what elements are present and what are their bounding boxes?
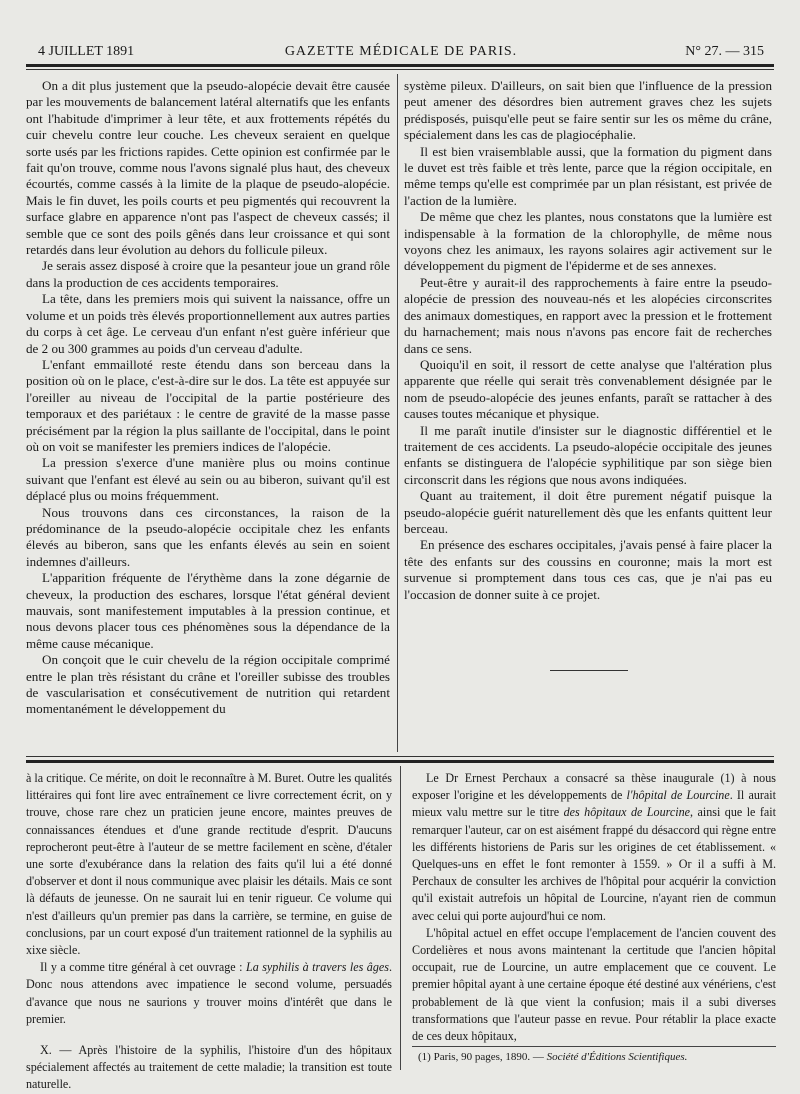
paragraph: système pileux. D'ailleurs, on sait bien que l'influence de la pression peut amener des désordres bien autrement graves chez les sujets prédisposés, puisqu'elle peut se faire sentir sur les os même du crâne, spécialement dans les cas de plagiocéphalie. xyxy=(404,78,772,143)
paragraph: Il me paraît inutile d'insister sur le diagnostic différentiel et le traitement de ces accidents. La pseudo-alopécie occipitale des jeunes enfants se distinguera de l'alopécie syphilitique par son siège bien circonscrit dans les régions que nous avons indiquées. xyxy=(404,422,772,487)
text: Le Dr Ernest Perchaux a consacré sa thèse inaugurale (1) à nous exposer l'origine et les développements de xyxy=(412,771,776,803)
paragraph: Il est bien vraisemblable aussi, que la formation du pigment dans le duvet est très faible et très lente, parce que la région occipitale, en même temps qu'elle est comprimée par un plan résistant, est privée de l'action de la lumière. xyxy=(404,143,772,208)
publisher: Société d'Éditions Scientifiques. xyxy=(546,1051,688,1063)
paragraph: L'hôpital actuel en effet occupe l'emplacement de l'ancien couvent des Cordelières et nous avons maintenant la certitude que l'ancien hôpital occupait, rue de Lourcine, un autre emplacement que ce couvent. Le premier hôpital ayant à une certaine époque été destiné aux vénériens, c'est probablement de là que vient la confusion; mais il a subi diverses transformations que l'auteur passe en revue. Pour rétablir la place exacte de ces deux hôpitaux, xyxy=(412,925,776,1044)
paragraph: La pression s'exerce d'une manière plus ou moins continue suivant que l'enfant est élevé au sein ou au biberon, suivant qu'il est déplacé plus ou moins fréquemment. xyxy=(26,455,390,504)
paragraph: Nous trouvons dans ces circonstances, la raison de la prédominance de la pseudo-alopécie occipitale chez les enfants élevés au biberon, sans que les enfants élevés au sein en soient indemnes d'ailleurs. xyxy=(26,504,390,569)
section-rule-thick xyxy=(26,760,774,763)
column-right-lower xyxy=(412,770,776,1045)
paragraph: Je serais assez disposé à croire que la pesanteur joue un grand rôle dans la production de ces accidents temporaires. xyxy=(26,258,390,290)
paragraph: L'apparition fréquente de l'érythème dans la zone dégarnie de cheveux, la production des eschares, lorsque l'état général devient mauvais, sont manifestement imputables à la pression continue, et nous devons placer tous ces phénomènes sous la dépendance de la même cause mécanique. xyxy=(26,570,390,651)
footnote-rule xyxy=(412,1046,776,1047)
text: . Il aurait mieux valu mettre sur le titre xyxy=(412,788,776,820)
paragraph: X. — Après l'histoire de la syphilis, l'histoire d'un des hôpitaux spécialement affectés au traitement de cette maladie; la transition est toute naturelle. xyxy=(26,1043,392,1092)
italic-text: des hôpitaux de Lourcine xyxy=(563,805,691,820)
footnote xyxy=(418,1050,774,1064)
paragraph: L'enfant emmailloté reste étendu dans son berceau dans la position où on le place, c'est-à-dire sur le dos. La tête est appuyée sur l'oreiller au niveau de l'occipital de la partie postérieure des temporaux et des pariétaux : le centre de gravité de la masse passe précisément par la région la plus saillante de l'occipital, dans le point où on voit se manifester les premiers indices de l'alopécie. xyxy=(26,356,390,454)
paragraph: Peut-être y aurait-il des rapprochements à faire entre la pseudo-alopécie de pression des nouveau-nés et les alopécies circonscrites des animaux domestiques, en rapport avec la pression et le frottement du harnachement; mais nous n'avons pas encore fait de recherches dans ce sens. xyxy=(404,274,772,356)
paragraph: Quant au traitement, il doit être purement négatif puisque la pseudo-alopécie guérit naturellement dès que les enfants quittent leur berceau. xyxy=(404,488,772,536)
page-number: N° 27. — 315 xyxy=(685,44,764,59)
issue-date: 4 JUILLET 1891 xyxy=(38,44,135,59)
paragraph xyxy=(26,959,392,1028)
paragraph: De même que chez les plantes, nous constatons que la lumière est indispensable à la formation de la chlorophylle, de même nous voyons chez les animaux, les rayons solaires agir activement sur le développement du pigment de l'épiderme et de ses annexes. xyxy=(404,209,772,274)
text: , ainsi que le fait remarquer l'auteur, car on est aisément frappé du désaccord qui règne entre les différents historiens de Paris sur les origines de cet établissement. « Quelques-uns en effet le font remonter à 1559. » Or il a suffi à M. Perchaux de consulter les archives de l'hôpital pour acquérir la conviction qu'il existait autrefois un hôpital de Lourcine, n'ayant rien de commun avec celui qui porte aujourd'hui ce nom. xyxy=(412,805,776,923)
page-header xyxy=(38,40,764,62)
column-left-lower xyxy=(26,770,392,1094)
footnote-text: (1) Paris, 90 pages, 1890. — xyxy=(418,1051,547,1063)
column-divider-lower xyxy=(400,766,401,1070)
text: Il y a comme titre général à cet ouvrage : xyxy=(40,960,246,975)
paragraph: En présence des eschares occipitales, j'avais pensé à faire placer la tête des enfants sur des coussins en couronne; mais la mort est survenue si promptement dans tous ces cas, que je n'ai pas eu l'occasion de donner suite à ce projet. xyxy=(404,537,772,602)
paragraph: On conçoit que le cuir chevelu de la région occipitale comprimé entre le plan très résistant du crâne et l'oreiller subisse des troubles de vascularisation et consécutivement de nutrition qui retardent momentanément le développement du xyxy=(26,652,390,717)
paragraph: Quoiqu'il en soit, il ressort de cette analyse que l'altération plus apparente que réelle qui serait très convenablement désignée par le nom de pseudo-alopécie des jeunes enfants, paraît se rattacher à des causes toutes mécanique et physique. xyxy=(404,356,772,422)
paragraph: La tête, dans les premiers mois qui suivent la naissance, offre un volume et un poids très élevés proportionnellement aux autres parties du corps à cet âge. Le cerveau d'un enfant n'est guère inférieur que de 2 ou 300 grammes au poids d'un cerveau d'adulte. xyxy=(26,291,390,356)
paragraph: On a dit plus justement que la pseudo-alopécie devait être causée par les mouvements de balancement latéral alternatifs que les enfants ont l'habitude d'imprimer à leur tête, et aux frottements répétés du cuir chevelu contre leur couche. Les cheveux seraient en quelque sorte usés par les frictions rapides. Cette opinion est confirmée par le fait qu'on trouve, comme nous l'avons signalé plus haut, des cheveux écourtés, comme cassés à la limite de la plaque de pseudo-alopécie. Mais le fin duvet, les poils courts et peu pigmentés qui recouvrent la surface glabre en apparence n'ont pas l'aspect de cheveux cassés; il semble que ce sont des poils gênés dans leur croissance et qui sont retardés dans leur évolution au dehors du follicule pileux. xyxy=(26,78,390,258)
italic-text: l'hôpital de Lourcine xyxy=(626,788,730,803)
header-rule xyxy=(26,64,774,67)
paragraph: à la critique. Ce mérite, on doit le reconnaître à M. Buret. Outre les qualités littéraires qui font lire avec entraînement ce livre correctement écrit, on y trouve, chose rare chez un praticien jeune encore, maintes preuves de connaissances étendues et d'une grande rectitude d'esprit. D'aucuns reprocheront peut-être à l'auteur de se mettre facilement en scène, d'étaler une sorte d'exubérance dans la relation des faits qu'il lui a été donné d'observer et dont il nous communique avec plaisir les détails. Mais ce sont là défauts de jeunesse. On ne saurait lui en tenir rigueur. Ce volume qui n'est d'ailleurs qu'un premier pas dans la carrière, se termine, en guise de conclusions, par un court exposé d'un traitement rationnel de la syphilis au xixe siècle. xyxy=(26,771,392,958)
column-right-upper xyxy=(404,78,772,603)
column-left-upper xyxy=(26,78,390,718)
section-rule xyxy=(26,756,774,757)
text: . Donc nous attendons avec impatience le second volume, persuadés d'avance que nous ne saurions y trouver moins d'intérêt que dans le premier. xyxy=(26,960,393,1026)
column-divider xyxy=(397,74,398,752)
paragraph xyxy=(412,770,776,925)
section-end-rule xyxy=(550,670,628,671)
journal-title: GAZETTE MÉDICALE DE PARIS. xyxy=(284,44,518,59)
book-title: La syphilis à travers les âges xyxy=(245,960,389,975)
header-rule-thin xyxy=(26,69,774,70)
